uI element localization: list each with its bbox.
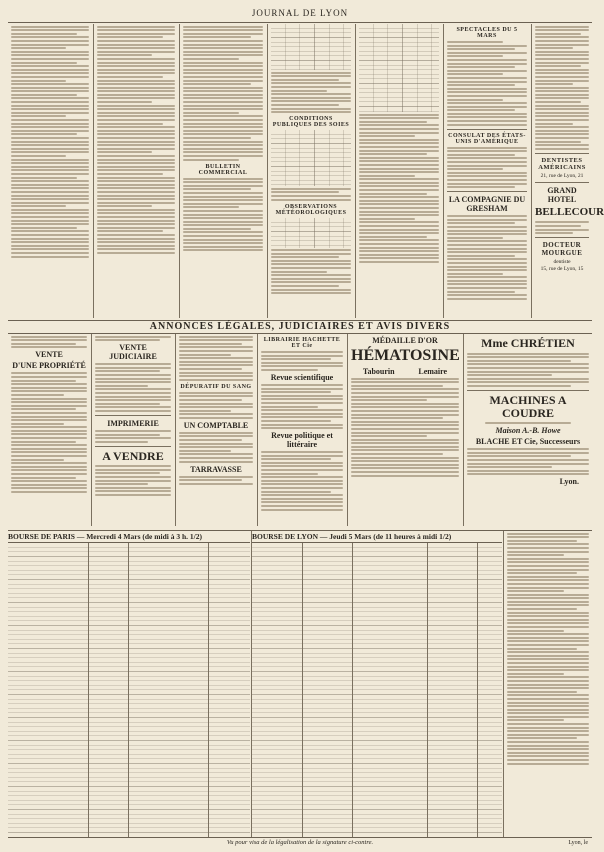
ads-column-4 xyxy=(258,334,346,526)
comptable-heading: UN COMPTABLE xyxy=(183,420,249,430)
bourse-lyon-table xyxy=(252,543,502,837)
spectacles-heading: SPECTACLES DU 5 MARS xyxy=(456,27,518,39)
blache-heading: BLACHE ET Cie, Successeurs xyxy=(475,437,581,447)
vente-heading: VENTE xyxy=(35,350,63,360)
ads-column-3 xyxy=(176,334,256,526)
bourse-notes xyxy=(504,531,592,837)
ads-column-1 xyxy=(8,334,90,526)
column-2 xyxy=(94,24,178,318)
bourse-paris-table xyxy=(8,543,250,837)
grand-hotel-heading: GRAND HOTEL xyxy=(547,185,577,204)
upper-columns xyxy=(8,24,604,318)
lyon-signature: Lyon. xyxy=(559,477,579,487)
ads-columns xyxy=(8,334,592,526)
bourse-soie-table xyxy=(359,24,439,112)
conditions-heading: CONDITIONS PUBLIQUES DES SOIES xyxy=(272,116,350,129)
vente-judiciaire-heading: VENTE JUDICIAIRE xyxy=(109,343,157,362)
footer-visa: Vu pour visa de la légalisation de la signature ci-contre. xyxy=(8,837,592,848)
librairie-heading: LIBRAIRIE HACHETTE ET Cie xyxy=(263,337,341,349)
column-7 xyxy=(532,24,604,318)
lemaire-label: Lemaire xyxy=(418,367,448,376)
propriete-heading: D'UNE PROPRIÉTÉ xyxy=(12,361,86,371)
howe-heading: Maison A.-B. Howe xyxy=(495,426,561,436)
observations-table xyxy=(271,218,351,248)
ads-column-2 xyxy=(92,334,174,526)
revue-politique-heading: Revue politique et littéraire xyxy=(271,431,333,450)
column-4 xyxy=(268,24,354,318)
ads-column-6 xyxy=(464,334,592,526)
dentistes-heading: DENTISTES AMÉRICAINS xyxy=(538,156,586,171)
docteur-address: 15, rue de Lyon, 15 xyxy=(540,266,584,273)
chretien-heading: Mme CHRÉTIEN xyxy=(481,336,575,350)
a-vendre-heading: A VENDRE xyxy=(102,448,164,463)
bourse-paris-title: BOURSE DE PARIS — Mercredi 4 Mars (de midi à 3 h. 1/2) xyxy=(8,531,250,543)
column-6 xyxy=(444,24,530,318)
bourse-section xyxy=(8,530,592,837)
column-3 xyxy=(180,24,266,318)
ads-column-5 xyxy=(348,334,462,526)
annonces-banner: ANNONCES LÉGALES, JUDICIAIRES ET AVIS DIVERS xyxy=(8,320,592,334)
depuratif-heading: DÉPURATIF DU SANG xyxy=(180,383,252,390)
footer-lyon-date: Lyon, le xyxy=(568,840,588,846)
hematosine-heading: HÉMATOSINE xyxy=(351,347,460,364)
bulletin-commercial-heading: BULLETIN COMMERCIAL xyxy=(198,163,248,176)
bourse-lyon-title: BOURSE DE LYON — Jeudi 5 Mars (de 11 heures à midi 1/2) xyxy=(252,531,502,543)
column-1 xyxy=(8,24,92,318)
cotes-table xyxy=(271,24,351,70)
bourse-paris xyxy=(8,531,250,837)
column-5 xyxy=(356,24,442,318)
tarravasse-heading: TARRAVASSE xyxy=(190,464,242,474)
dentistes-address: 21, rue de Lyon, 21 xyxy=(540,172,584,179)
medaille-heading: MÉDAILLE D'OR xyxy=(372,336,438,345)
docteur-heading: DOCTEUR MOURGUE xyxy=(541,241,583,258)
masthead: JOURNAL DE LYON xyxy=(8,0,592,23)
revue-scientifique-heading: Revue scientifique xyxy=(270,372,334,382)
docteur-subtitle: dentiste xyxy=(553,259,571,266)
bellecour-heading: BELLECOUR xyxy=(535,205,604,218)
bourse-lyon xyxy=(252,531,502,837)
conditions-table xyxy=(271,130,351,186)
machines-heading: MACHINES A COUDRE xyxy=(489,392,567,420)
consulat-heading: CONSULAT DES ÉTATS-UNIS D'AMÉRIQUE xyxy=(448,132,526,145)
tabourin-label: Tabourin xyxy=(362,367,395,376)
gresham-heading: LA COMPAGNIE DU GRESHAM xyxy=(448,195,526,214)
imprimerie-heading: IMPRIMERIE xyxy=(107,418,159,428)
observations-heading: OBSERVATIONS MÉTÉOROLOGIQUES xyxy=(275,203,347,216)
